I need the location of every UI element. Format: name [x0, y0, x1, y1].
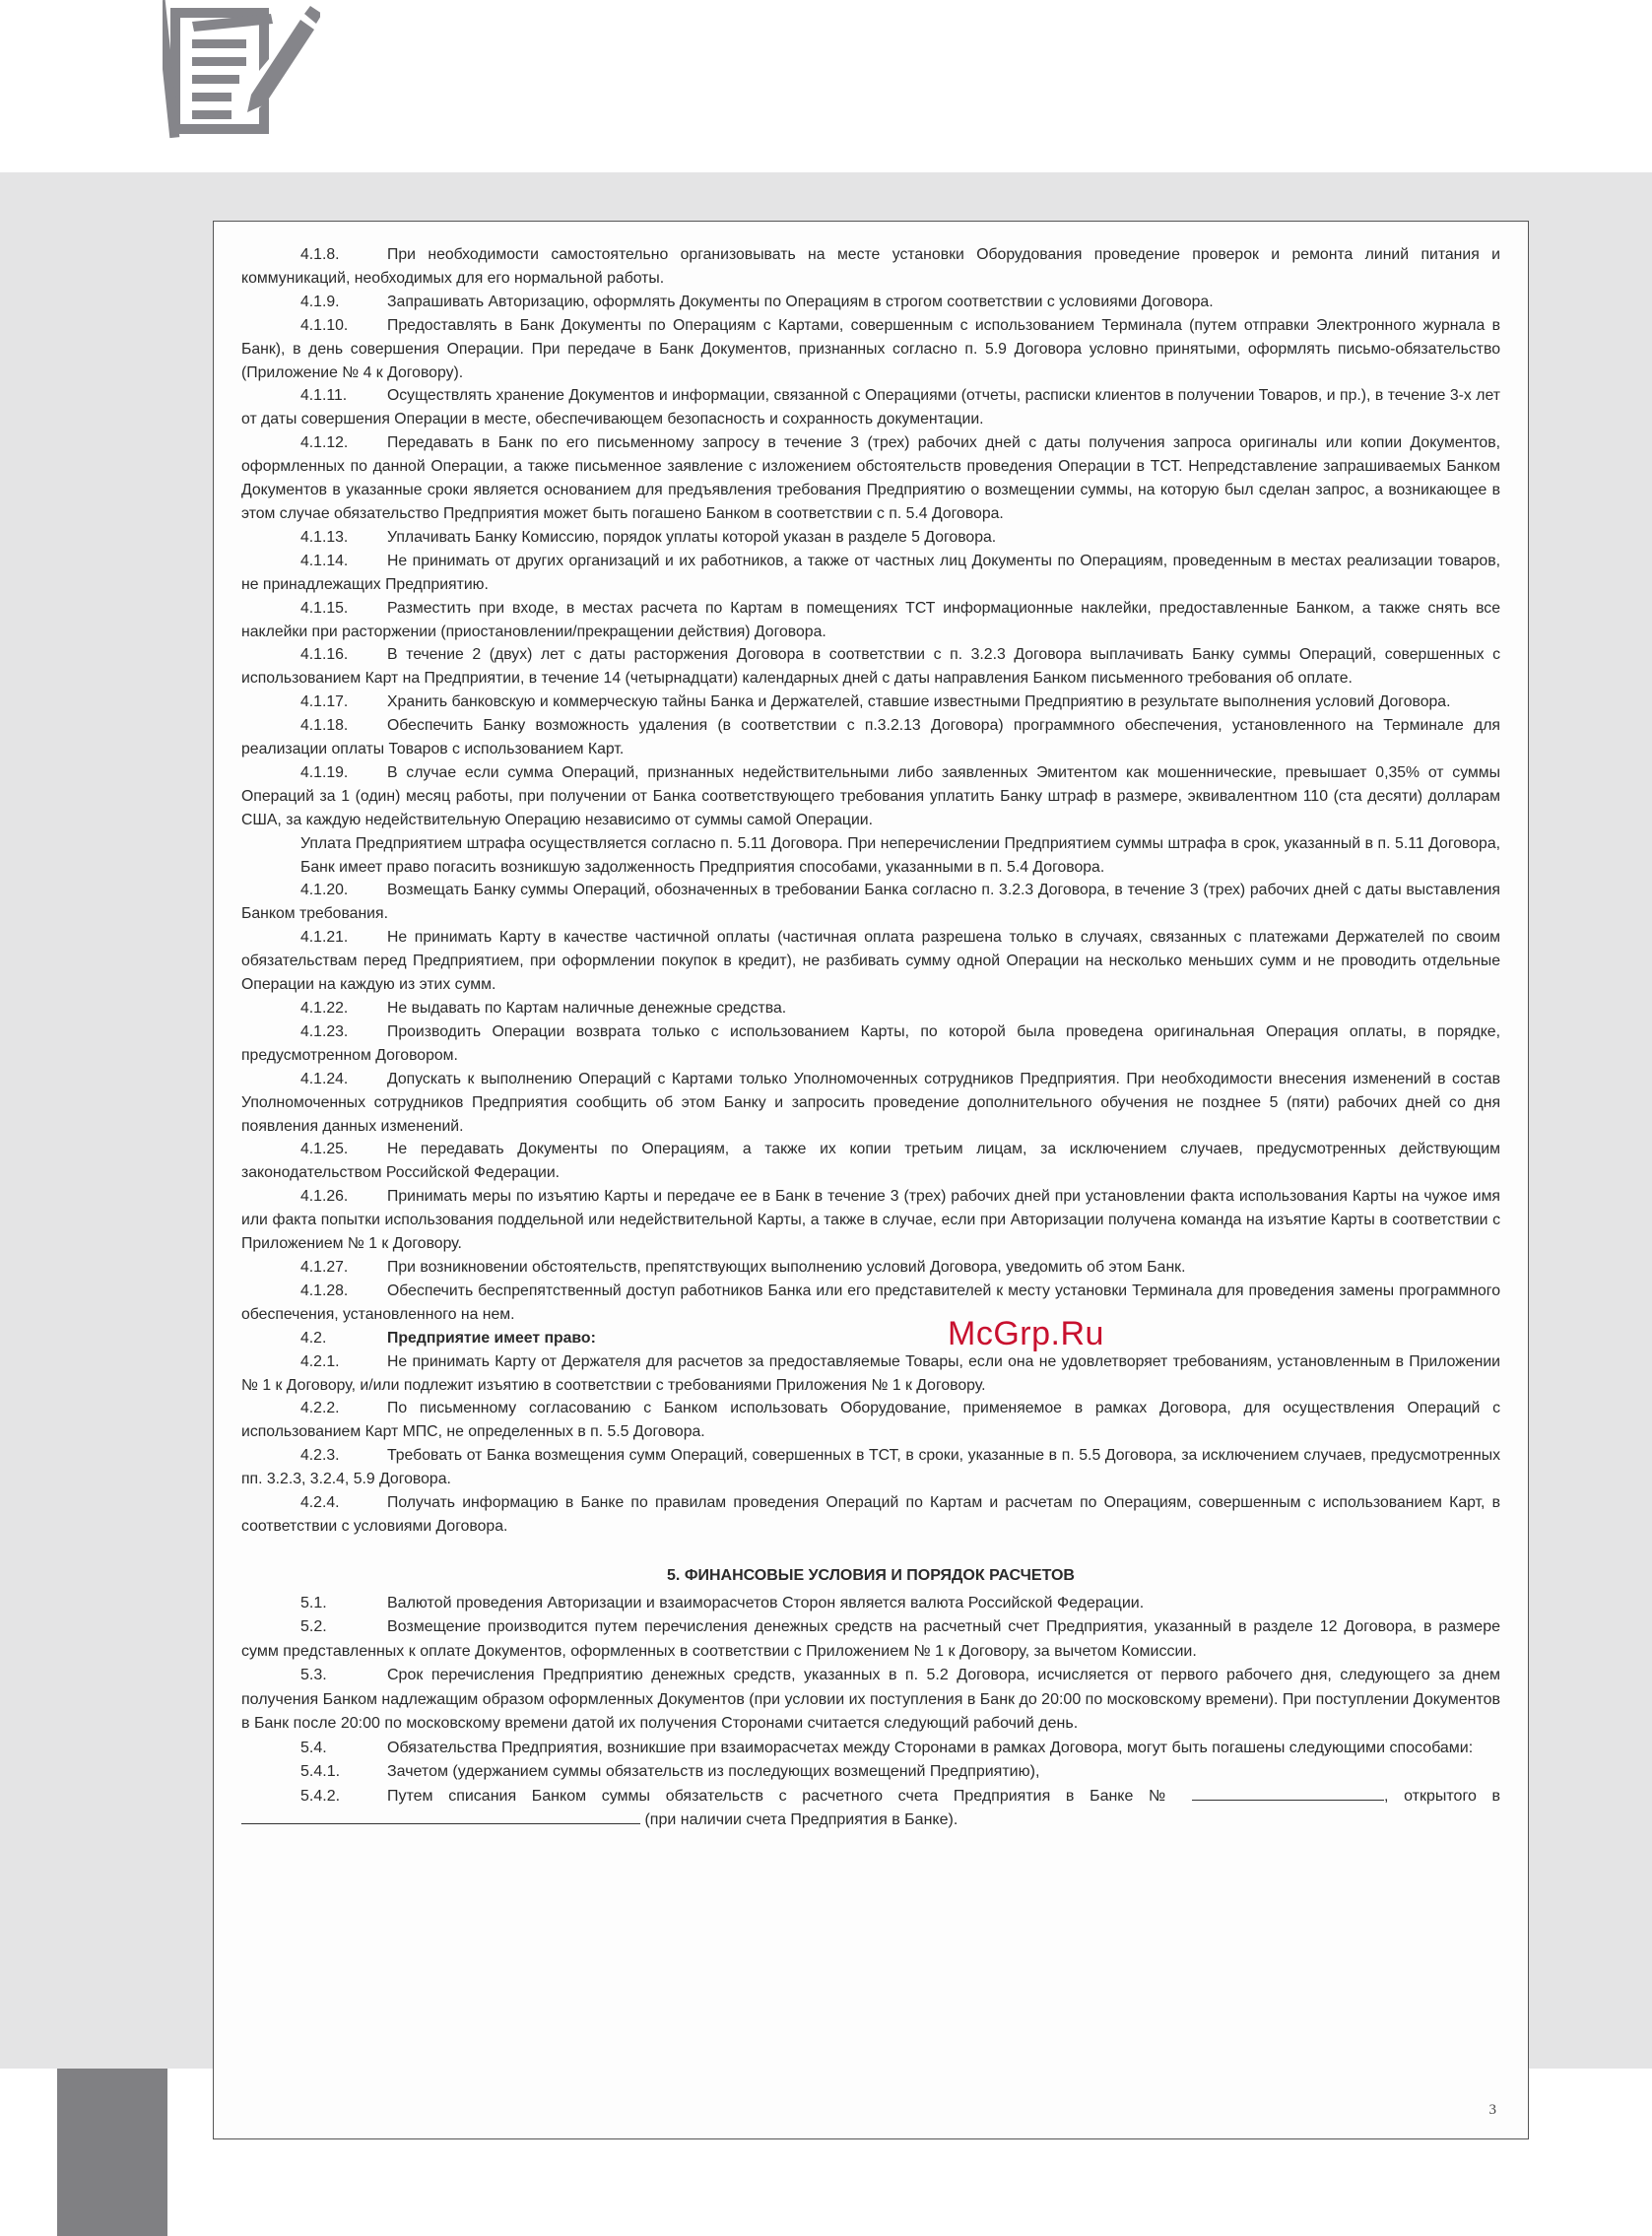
document-page [213, 221, 1529, 2139]
clause-paragraph [241, 832, 1500, 880]
clause-text: Обязательства Предприятия, возникшие при взаиморасчетах между Сторонами в рамках Договора, могут быть погашены следующими способами: [387, 1739, 1474, 1756]
clause-text: Валютой проведения Авторизации и взаиморасчетов Сторон является валюта Российской Федерации. [387, 1594, 1145, 1611]
clause-text: Не принимать от других организаций и их работников, а также от частных лиц Документы по Операциям, проведенным в местах реализации товаров, не принадлежащих Предприятию. [241, 552, 1500, 593]
clause-paragraph [241, 1138, 1500, 1185]
clause-paragraph [241, 714, 1500, 761]
clause-number: 4.1.15. [300, 599, 349, 617]
clause-paragraph [241, 1664, 1500, 1737]
clause-text: В случае если сумма Операций, признанных недействительными либо заявленных Эмитентом как мошеннические, превышает 0,35% от суммы Операций за 1 (один) месяц работы, при получении от Банка соответствующего требования уплатить Банку штраф в размере, эквивалентном 110 (ста десяти) долларам США, за каждую недействительную Операцию независимо от суммы самой Операции. [241, 763, 1500, 828]
clause-text: При возникновении обстоятельств, препятствующих выполнению условий Договора, уведомить об этом Банк. [387, 1258, 1186, 1276]
clause-number: 4.1.12. [300, 434, 349, 452]
clause-text: По письменному согласованию с Банком использовать Оборудование, применяемое в рамках Договора, для осуществления Операций с использованием Карт МПС, не определенных в п. 5.5 Договора. [241, 1400, 1500, 1441]
clause-text: Возмещать Банку суммы Операций, обозначенных в требовании Банка согласно п. 3.2.3 Договора, в течение 3 (трех) рабочих дней с даты выставления Банком требования. [241, 882, 1500, 923]
clause-text: Предприятие имеет право: [387, 1329, 596, 1347]
clause-paragraph [241, 1737, 1500, 1761]
clause-number: 4.1.9. [300, 293, 340, 310]
clause-number: 5.4. [300, 1739, 327, 1756]
clause-number: 4.1.14. [300, 552, 349, 569]
clause-number: 4.2. [300, 1329, 327, 1347]
clause-text: , открытого в [1384, 1787, 1500, 1805]
clause-number: 4.1.21. [300, 929, 349, 947]
clause-text: Обеспечить беспрепятственный доступ работников Банка или его представителей к месту установки Терминала для проведения замены программного обеспечения, установленного на нем. [241, 1282, 1500, 1323]
clause-number: 4.2.1. [300, 1352, 340, 1370]
document-content [241, 243, 1500, 1833]
clause-paragraph [241, 1592, 1500, 1616]
clause-paragraph [241, 1280, 1500, 1327]
clause-text: Не принимать Карту в качестве частичной оплаты (частичная оплата разрешена только в случаях, связанных с платежами Держателей по своим обязательствам перед Предприятием, при оформлении покупок в кредит), не разбивать сумму одной Операции на несколько меньших сумм и не проводить отдельные Операции на каждую из этих сумм. [241, 929, 1500, 994]
clause-number: 4.1.16. [300, 646, 349, 664]
clause-paragraph [241, 691, 1500, 714]
section-heading: 5. ФИНАНСОВЫЕ УСЛОВИЯ И ПОРЯДОК РАСЧЕТОВ [667, 1566, 1075, 1584]
clause-number: 4.1.26. [300, 1188, 349, 1206]
account-number-blank[interactable] [1192, 1786, 1384, 1801]
notepad-pencil-icon [163, 0, 320, 148]
clause-text: Передавать в Банк по его письменному запросу в течение 3 (трех) рабочих дней с даты получения запроса оригиналы или копии Документов, оформленных по данной Операции, а также письменное заявление с изложением обстоятельств проведения Операции в ТСТ. Непредставление запрашиваемых Банком Документов в указанные сроки является основанием для предъявления требования Предприятию о возмещении суммы, на которую был сделан запрос, а возникающее в этом случае обязательство Предприятия может быть погашено Банком в соответствии с п. 5.4 Договора. [241, 434, 1500, 522]
clause-text: Не передавать Документы по Операциям, а также их копии третьим лицам, за исключением случаев, предусмотренных действующим законодательством Российской Федерации. [241, 1141, 1500, 1182]
clause-text: Получать информацию в Банке по правилам проведения Операций по Картам и расчетам по Операциям, совершенным с использованием Карт, в соответствии с условиями Договора. [241, 1494, 1500, 1535]
clause-paragraph [241, 997, 1500, 1020]
clause-number: 4.2.4. [300, 1494, 340, 1512]
clause-paragraph [241, 550, 1500, 597]
clause-paragraph [241, 926, 1500, 997]
clause-paragraph [241, 526, 1500, 550]
clause-paragraph [241, 1256, 1500, 1280]
clause-text: Путем списания Банком суммы обязательств с расчетного счета Предприятия в Банке № [387, 1787, 1177, 1805]
clause-text: Не принимать Карту от Держателя для расчетов за предоставляемые Товары, если она не удовлетворяет требованиям, установленным в Приложении № 1 к Договору, и/или подлежит изъятию в соответствии с требованиями Приложения № 1 к Договору. [241, 1352, 1500, 1394]
clause-text: Обеспечить Банку возможность удаления (в соответствии с п.3.2.13 Договора) программного обеспечения, установленного на Терминале для реализации оплаты Товаров с использованием Карт. [241, 717, 1500, 758]
clause-paragraph [241, 431, 1500, 526]
clause-text: Осуществлять хранение Документов и информации, связанной с Операциями (отчеты, расписки клиентов в получении Товаров, и пр.), в течение 3-х лет от даты совершения Операции в месте, обеспечивающем безопасность и сохранность документации. [241, 387, 1500, 428]
clause-number: 4.1.10. [300, 316, 349, 334]
clause-paragraph [241, 384, 1500, 431]
clause-number: 4.1.20. [300, 882, 349, 899]
clause-number: 4.1.19. [300, 763, 349, 781]
clause-text: Требовать от Банка возмещения сумм Операций, совершенных в ТСТ, в сроки, указанные в п. 5.5 Договора, за исключением случаев, предусмотренных пп. 3.2.3, 3.2.4, 5.9 Договора. [241, 1447, 1500, 1488]
clause-text: Не выдавать по Картам наличные денежные средства. [387, 1000, 787, 1017]
page-number: 3 [1488, 2102, 1496, 2118]
clause-paragraph [241, 1760, 1500, 1785]
clause-paragraph [241, 1020, 1500, 1068]
clause-number: 4.1.18. [300, 717, 349, 735]
clause-paragraph [241, 1397, 1500, 1444]
clause-paragraph [241, 643, 1500, 691]
clause-text: Уплачивать Банку Комиссию, порядок уплаты которой указан в разделе 5 Договора. [387, 528, 997, 546]
clause-paragraph [241, 1785, 1500, 1833]
clause-text: Предоставлять в Банк Документы по Операциям с Картами, совершенным с использованием Терминала (путем отправки Электронного журнала в Банк), в день совершения Операции. При передаче в Банк Документов, признанных согласно п. 5.9 Договора условно принятыми, оформлять письмо-обязательство (Приложение № 4 к Договору). [241, 316, 1500, 381]
clause-number: 4.1.24. [300, 1070, 349, 1087]
side-tab-bar [57, 2069, 167, 2236]
watermark: McGrp.Ru [948, 1315, 1104, 1352]
clause-text: В течение 2 (двух) лет с даты расторжения Договора в соответствии с п. 3.2.3 Договора выплачивать Банку суммы Операций, совершенных с использованием Карт на Предприятии, в течение 14 (четырнадцати) календарных дней с даты направления Банком письменного требования об оплате. [241, 646, 1500, 688]
clause-number: 5.1. [300, 1594, 327, 1611]
clause-number: 4.1.11. [300, 387, 348, 405]
clause-number: 4.1.28. [300, 1282, 349, 1299]
clause-paragraph [241, 1185, 1500, 1256]
clause-text: Разместить при входе, в местах расчета по Картам в помещениях ТСТ информационные наклейки, предоставленные Банком, а также снять все наклейки при расторжении (приостановлении/прекращении действия) Договора. [241, 599, 1500, 640]
clause-text: Уплата Предприятием штрафа осуществляется согласно п. 5.11 Договора. При неперечислении Предприятием суммы штрафа в срок, указанный в п. 5.11 Договора, Банк имеет право погасить возникшую задолженность Предприятия способами, указанными в п. 5.4 Договора. [300, 834, 1500, 876]
clause-paragraph [241, 1350, 1500, 1398]
clause-number: 4.1.17. [300, 693, 349, 711]
clause-paragraph [241, 597, 1500, 644]
clause-paragraph [241, 761, 1500, 832]
clause-text: Запрашивать Авторизацию, оформлять Документы по Операциям в строгом соответствии с условиями Договора. [387, 293, 1214, 310]
clause-number: 4.1.27. [300, 1258, 349, 1276]
clause-text: Зачетом (удержанием суммы обязательств из последующих возмещений Предприятию), [387, 1763, 1040, 1781]
clause-number: 4.1.8. [300, 246, 340, 263]
clause-paragraph [241, 314, 1500, 385]
clause-number: 4.2.3. [300, 1447, 340, 1465]
clause-paragraph [241, 879, 1500, 926]
clause-text: Допускать к выполнению Операций с Картами только Уполномоченных сотрудников Предприятия. При необходимости внесения изменений в состав Уполномоченных сотрудников Предприятия сообщить об этом Банку и запросить проведение дополнительного обучения не позднее 5 (пяти) рабочих дней со дня появления данных изменений. [241, 1070, 1500, 1135]
clause-number: 5.4.1. [300, 1763, 341, 1781]
clause-text: (при наличии счета Предприятия в Банке). [644, 1811, 958, 1829]
clause-paragraph [241, 243, 1500, 291]
clause-text: Хранить банковскую и коммерческую тайны Банка и Держателей, ставшие известными Предприятию в результате выполнения условий Договора. [387, 693, 1451, 711]
clause-number: 4.1.23. [300, 1022, 349, 1040]
clause-paragraph [241, 1615, 1500, 1664]
clause-paragraph [241, 1491, 1500, 1539]
clause-text: Принимать меры по изъятию Карты и передаче ее в Банк в течение 3 (трех) рабочих дней при установлении факта использования Карты на чужое имя или факта попытки использования поддельной или недействительной Карты, а также в случае, если при Авторизации получена команда на изъятие Карты в соответствии с Приложением № 1 к Договору. [241, 1188, 1500, 1253]
clause-paragraph [241, 291, 1500, 314]
clause-paragraph [241, 1327, 1500, 1350]
clause-number: 4.1.22. [300, 1000, 349, 1017]
clause-number: 5.4.2. [300, 1787, 341, 1805]
clause-number: 4.2.2. [300, 1400, 340, 1417]
clause-paragraph [241, 1068, 1500, 1139]
clause-paragraph [241, 1444, 1500, 1491]
clause-number: 5.3. [300, 1667, 327, 1684]
clause-number: 4.1.25. [300, 1141, 349, 1158]
clause-text: Срок перечисления Предприятию денежных средств, указанных в п. 5.2 Договора, исчисляется от первого рабочего дня, следующего за днем получения Банком надлежащим образом оформленных Документов (при условии их поступления в Банк до 20:00 по московскому времени). При поступлении Документов в Банк после 20:00 по московскому времени датой их получения Сторонами считается следующий рабочий день. [241, 1667, 1500, 1733]
bank-name-blank[interactable] [241, 1809, 640, 1824]
clause-text: Производить Операции возврата только с использованием Карты, по которой была проведена оригинальная Операция оплаты, в порядке, предусмотренном Договором. [241, 1022, 1500, 1064]
clause-number: 5.2. [300, 1618, 327, 1636]
clause-text: Возмещение производится путем перечисления денежных средств на расчетный счет Предприятия, указанный в разделе 12 Договора, в размере сумм представленных к оплате Документов, оформленных в соответствии с Приложением № 1 к Договору, за вычетом Комиссии. [241, 1618, 1500, 1660]
clause-text: При необходимости самостоятельно организовывать на месте установки Оборудования проведение проверок и ремонта линий питания и коммуникаций, необходимых для его нормальной работы. [241, 246, 1500, 287]
clause-number: 4.1.13. [300, 528, 349, 546]
